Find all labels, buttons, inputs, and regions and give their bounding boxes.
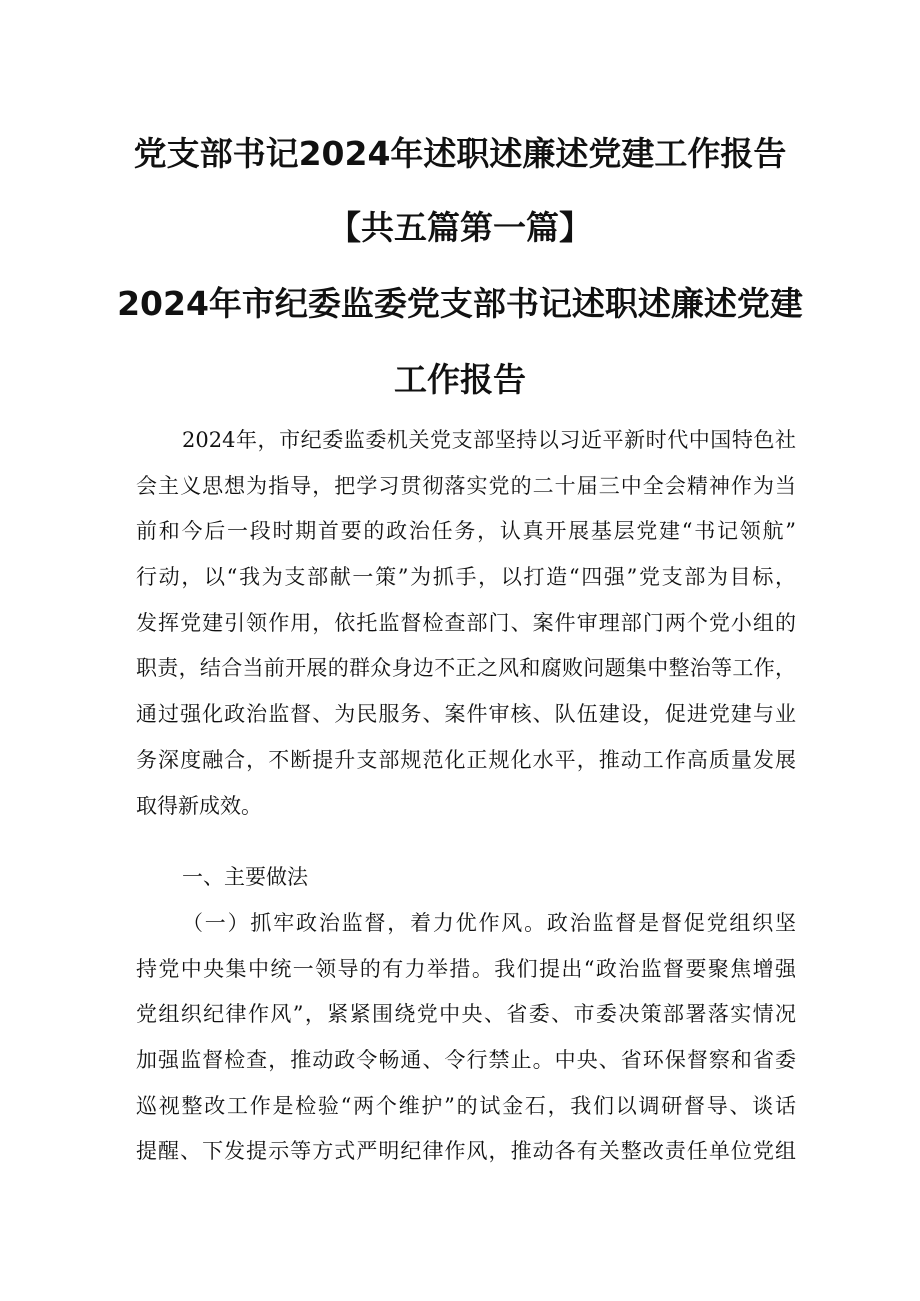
document-subtitle-line-1: 2024年市纪委监委党支部书记述职述廉述党建: [117, 284, 803, 323]
paragraph-line: 2024年，市纪委监委机关党支部坚持以习近平新时代中国特色社: [182, 428, 796, 452]
section-heading-block: [136, 855, 796, 901]
paragraph-line: 务深度融合，不断提升支部规范化正规化水平，推动工作高质量发展: [136, 747, 796, 772]
paragraph-line: 职责，结合当前开展的群众身边不正之风和腐败问题集中整治等工作，: [136, 656, 796, 681]
paragraph-line: 加强监督检查，推动政令畅通、令行禁止。中央、省环保督察和省委: [136, 1048, 796, 1073]
paragraph-line: 通过强化政治监督、为民服务、案件审核、队伍建设，促进党建与业: [136, 702, 796, 727]
section-heading: 一、主要做法: [182, 865, 308, 889]
paragraph-line: 发挥党建引领作用，依托监督检查部门、案件审理部门两个党小组的: [136, 610, 796, 635]
paragraph-line: 取得新成效。: [136, 793, 262, 818]
paragraph-line: 前和今后一段时期首要的政治任务，认真开展基层党建“书记领航”: [136, 519, 796, 544]
paragraph-line: 会主义思想为指导，把学习贯彻落实党的二十届三中全会精神作为当: [136, 473, 796, 498]
document-subtitle-line-2: 工作报告: [394, 360, 526, 399]
paragraph-line: 提醒、下发提示等方式严明纪律作风，推动各有关整改责任单位党组: [136, 1139, 796, 1164]
paragraph-line: 持党中央集中统一领导的有力举措。我们提出“政治监督要聚焦增强: [136, 956, 796, 981]
paragraph-line: 行动，以“我为支部献一策”为抓手，以打造“四强”党支部为目标，: [136, 565, 796, 590]
paragraph-line: 党组织纪律作风”，紧紧围绕党中央、省委、市委决策部署落实情况: [136, 1002, 796, 1027]
section-one-paragraph: [136, 901, 796, 1175]
paragraph-line: 巡视整改工作是检验“两个维护”的试金石，我们以调研督导、谈话: [136, 1093, 796, 1118]
intro-paragraph: [136, 418, 796, 829]
document-title-line-2: 【共五篇第一篇】: [328, 208, 592, 247]
document-title-line-1: 党支部书记2024年述职述廉述党建工作报告: [133, 134, 787, 173]
paragraph-line: （一）抓牢政治监督，着力优作风。政治监督是督促党组织坚: [182, 911, 796, 935]
